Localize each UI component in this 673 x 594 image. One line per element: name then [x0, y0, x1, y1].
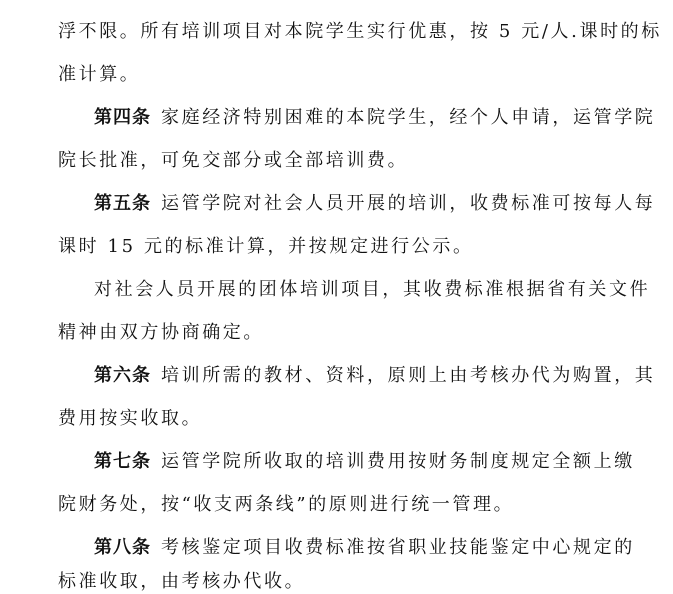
paragraph-line: 课时 15 元的标准计算，并按规定进行公示。 — [58, 236, 474, 257]
article-heading: 第四条 — [94, 107, 151, 128]
paragraph-line: 准计算。 — [58, 64, 141, 85]
article-7-line: 第七条 运管学院所收取的培训费用按财务制度规定全额上缴 — [94, 451, 635, 472]
article-6-line: 第六条 培训所需的教材、资料，原则上由考核办代为购置，其 — [94, 365, 656, 386]
paragraph-line: 院财务处，按“收支两条线”的原则进行统一管理。 — [58, 494, 515, 515]
paragraph-line: 浮不限。所有培训项目对本院学生实行优惠，按 5 元/人.课时的标 — [58, 21, 662, 42]
article-5-line: 第五条 运管学院对社会人员开展的培训，收费标准可按每人每 — [94, 193, 656, 214]
article-heading: 第七条 — [94, 451, 151, 472]
paragraph-line: 院长批准，可免交部分或全部培训费。 — [58, 150, 409, 171]
article-8-line: 第八条 考核鉴定项目收费标准按省职业技能鉴定中心规定的 — [94, 537, 635, 558]
paragraph-line: 费用按实收取。 — [58, 408, 203, 429]
article-4-line: 第四条 家庭经济特别困难的本院学生，经个人申请，运管学院 — [94, 107, 656, 128]
paragraph-line: 标准收取，由考核办代收。 — [58, 571, 306, 592]
article-heading: 第八条 — [94, 537, 151, 558]
article-heading: 第五条 — [94, 193, 151, 214]
paragraph-line: 精神由双方协商确定。 — [58, 322, 264, 343]
paragraph-line: 对社会人员开展的团体培训项目，其收费标准根据省有关文件 — [94, 279, 651, 300]
article-heading: 第六条 — [94, 365, 151, 386]
